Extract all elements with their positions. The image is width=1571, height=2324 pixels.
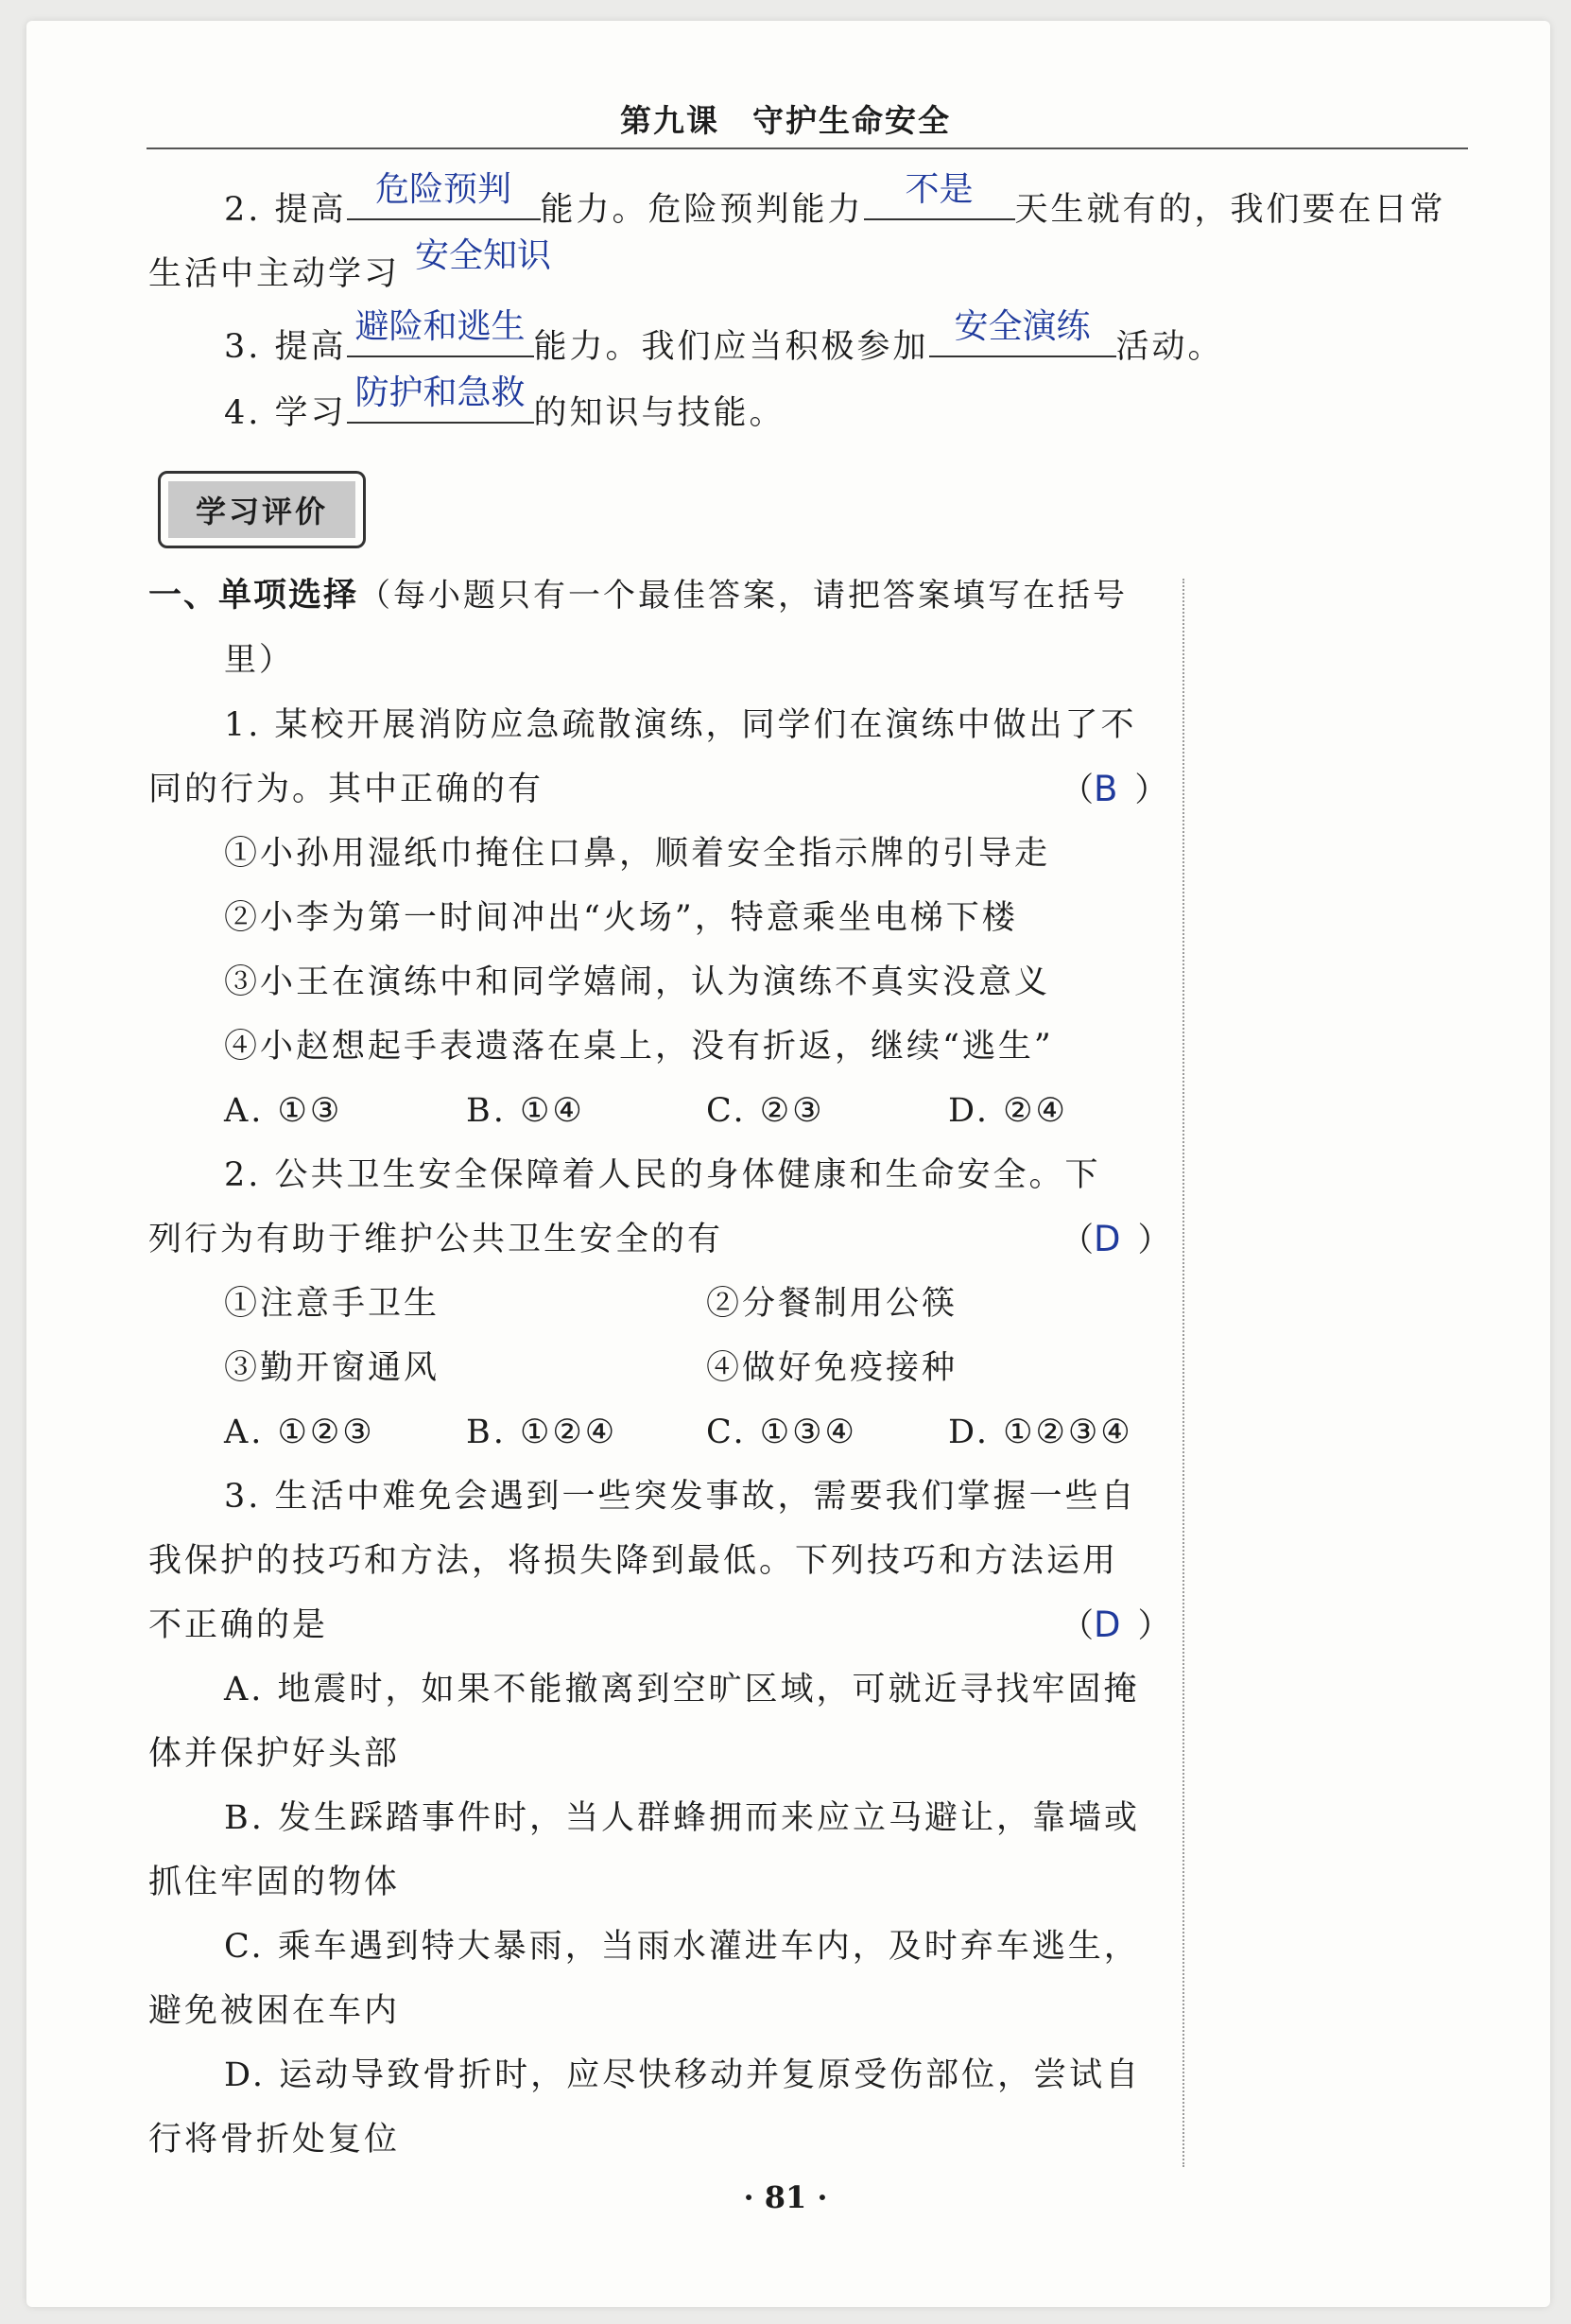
- section-note-line-2: 里）: [224, 641, 294, 679]
- q1-item: ①小孙用湿纸巾掩住口鼻，顺着安全指示牌的引导走: [224, 835, 1051, 873]
- q1-item: ③小王在演练中和同学嬉闹，认为演练不真实没意义: [224, 963, 1051, 1001]
- q2-option-d: D. ①②③④: [948, 1413, 1133, 1451]
- dotted-margin-line: [1183, 579, 1184, 2167]
- q1-option-d: D. ②④: [948, 1092, 1068, 1130]
- q3-option-d-line-2: 行将骨折处复位: [148, 2121, 401, 2159]
- blank-2c[interactable]: [400, 236, 566, 285]
- q3-option-b-line-2: 抓住牢固的物体: [148, 1864, 401, 1901]
- section-badge-label: 学习评价: [168, 481, 355, 538]
- q3-stem-line-2: 我保护的技巧和方法，将损失降到最低。下列技巧和方法运用: [148, 1542, 1119, 1580]
- header-rule: [147, 147, 1468, 149]
- q2-answer: D: [1094, 1219, 1121, 1259]
- q3-option-c-line-1: C. 乘车遇到特大暴雨，当雨水灌进车内，及时弃车逃生，: [224, 1928, 1140, 1966]
- q3-option-a-line-2: 体并保护好头部: [148, 1735, 401, 1773]
- q3-option-a-line-1: A. 地震时，如果不能撤离到空旷区域，可就近寻找牢固掩: [224, 1671, 1140, 1708]
- q3-option-d-line-1: D. 运动导致骨折时，应尽快移动并复原受伤部位，尝试自: [224, 2056, 1142, 2094]
- page-header: 第九课 守护生命安全: [620, 102, 951, 139]
- q2-option-b: B. ①②④: [466, 1413, 618, 1451]
- blank-2b[interactable]: [864, 170, 1015, 220]
- q1-option-c: C. ②③: [706, 1092, 825, 1130]
- answer-2c: 安全知识: [415, 236, 552, 275]
- answer-4a: 防护和急救: [354, 373, 526, 412]
- q1-answer: B: [1094, 769, 1118, 809]
- section-heading: 一、单项选择（每小题只有一个最佳答案，请把答案填写在括号: [148, 577, 1129, 615]
- q2-answer-bracket[interactable]: （D ）: [1061, 1219, 1171, 1259]
- q1-stem-line-2: 同的行为。其中正确的有: [148, 771, 544, 808]
- q1-option-b: B. ①④: [466, 1092, 585, 1130]
- q1-stem-line-1: 1. 某校开展消防应急疏散演练，同学们在演练中做出了不: [224, 706, 1137, 744]
- q2-option-c: C. ①③④: [706, 1413, 857, 1451]
- q2-item: ③勤开窗通风: [224, 1349, 440, 1387]
- blank-4a[interactable]: [347, 373, 534, 424]
- q2-option-a: A. ①②③: [224, 1413, 375, 1451]
- answer-3a: 避险和逃生: [354, 307, 526, 346]
- fill-item-2-line-2: 生活中主动学习 安全知识: [148, 249, 566, 295]
- q3-stem-line-3: 不正确的是: [148, 1606, 329, 1644]
- section-badge: [158, 471, 366, 548]
- answer-3b: 安全演练: [954, 307, 1091, 346]
- q3-answer-bracket[interactable]: （D ）: [1061, 1604, 1171, 1645]
- q1-option-a: A. ①③: [224, 1092, 343, 1130]
- q3-option-c-line-2: 避免被困在车内: [148, 1992, 401, 2030]
- blank-3b[interactable]: [929, 307, 1116, 357]
- q2-item: ④做好免疫接种: [706, 1349, 958, 1387]
- q3-stem-line-1: 3. 生活中难免会遇到一些突发事故，需要我们掌握一些自: [224, 1478, 1137, 1516]
- blank-2a[interactable]: [347, 170, 541, 220]
- blank-3a[interactable]: [347, 307, 534, 357]
- q3-option-b-line-1: B. 发生踩踏事件时，当人群蜂拥而来应立马避让，靠墙或: [224, 1799, 1140, 1837]
- q2-stem-line-2: 列行为有助于维护公共卫生安全的有: [148, 1221, 724, 1258]
- q2-stem-line-1: 2. 公共卫生安全保障着人民的身体健康和生命安全。下: [224, 1156, 1101, 1194]
- fill-item-3: 3. 提高 避险和逃生 能力。我们应当积极参加 安全演练 活动。: [224, 307, 1224, 366]
- fill-item-4: 4. 学习 防护和急救 的知识与技能。: [224, 373, 786, 432]
- q1-item: ②小李为第一时间冲出“火场”，特意乘坐电梯下楼: [224, 899, 1018, 937]
- q2-item: ①注意手卫生: [224, 1285, 440, 1323]
- answer-2b: 不是: [905, 170, 974, 209]
- q2-item: ②分餐制用公筷: [706, 1285, 958, 1323]
- q1-item: ④小赵想起手表遗落在桌上，没有折返，继续“逃生”: [224, 1028, 1054, 1066]
- q1-answer-bracket[interactable]: （B ）: [1061, 769, 1168, 809]
- answer-2a: 危险预判: [375, 170, 512, 209]
- page-number: · 81 ·: [743, 2179, 828, 2215]
- q3-answer: D: [1094, 1604, 1121, 1645]
- fill-item-2-line-1: 2. 提高 危险预判 能力。危险预判能力 不是 天生就有的，我们要在日常: [224, 170, 1446, 229]
